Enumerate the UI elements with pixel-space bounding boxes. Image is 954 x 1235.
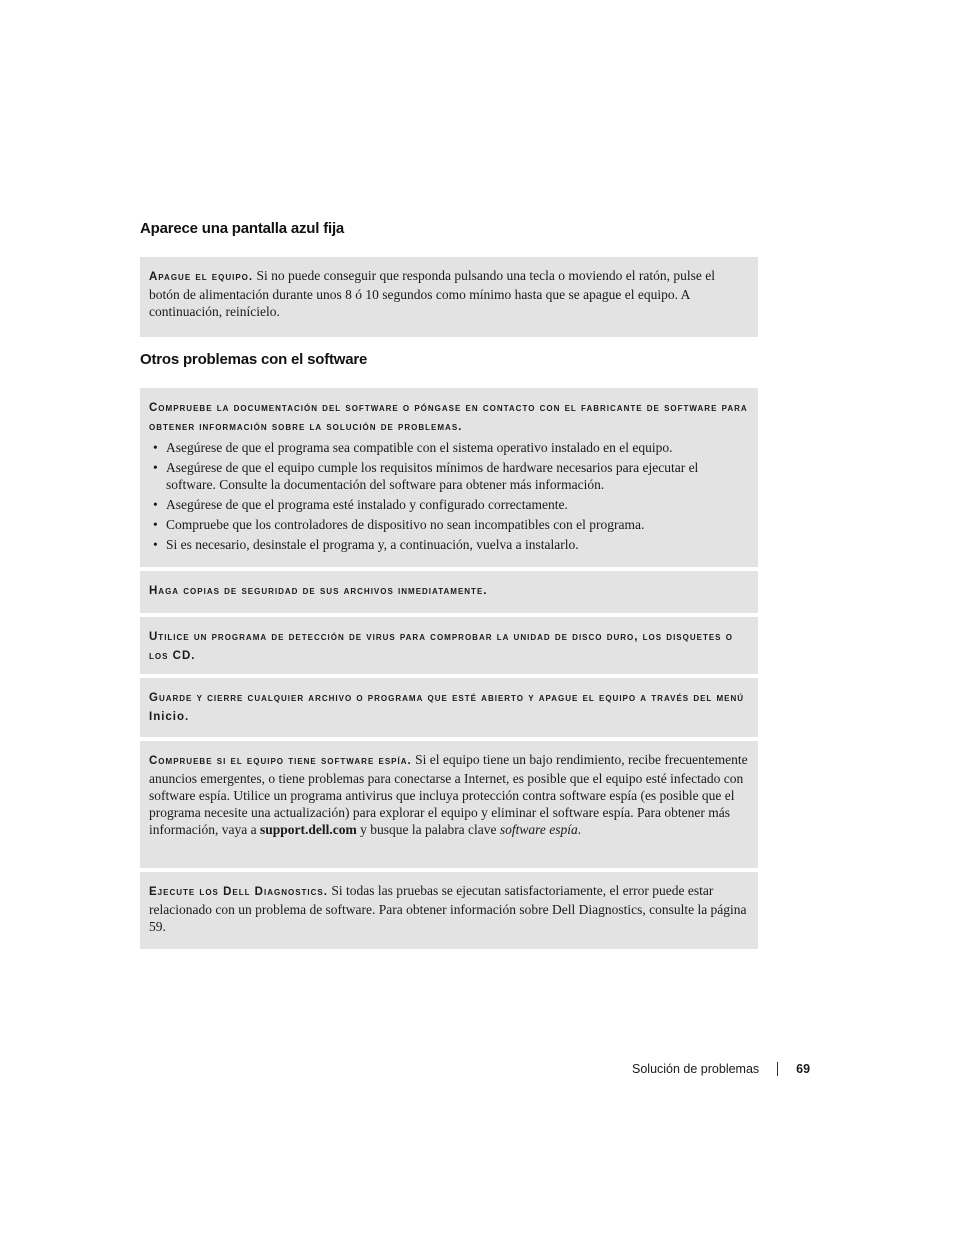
paragraph	[149, 398, 749, 436]
list-item: • Asegúrese de que el equipo cumple los requisitos mínimos de hardware necesarios para ejecutar el software. Consulte la documentación del software para obtener más información.	[153, 460, 699, 492]
lead-text: Ejecute los Dell Diagnostics.	[149, 886, 328, 898]
callout-box	[140, 257, 758, 337]
paragraph	[149, 688, 749, 726]
callout-box	[140, 678, 758, 737]
paragraph	[149, 581, 749, 600]
list-item: • Compruebe que los controladores de dispositivo no sean incompatibles con el programa.	[153, 517, 645, 532]
callout-box	[140, 617, 758, 674]
body-text: .	[577, 822, 582, 837]
list-item: • Si es necesario, desinstale el programa y, a continuación, vuelva a instalarlo.	[153, 537, 579, 552]
section-heading-blue-screen: Aparece una pantalla azul fija	[140, 220, 345, 237]
callout-box	[140, 571, 758, 613]
body-text: Si el equipo tiene un bajo rendimiento, recibe frecuentemente anuncios emergentes, o tiene problemas para conectarse a Internet, es posible que el equipo esté infectado con software espía. Utilice un programa antivirus que incluya protección contra software espía (es posible que el programa necesite una actualización) para explorar el equipo y eliminar el software espía. Para obtener más información, vaya a	[149, 752, 748, 837]
menu-name: Inicio	[149, 711, 186, 723]
lead-text: Guarde y cierre cualquier archivo o programa que esté abierto y apague el equipo a través del menú	[149, 692, 745, 704]
keyword: software espía	[499, 822, 578, 837]
lead-end: .	[185, 711, 190, 723]
body-text: Si no puede conseguir que responda pulsando una tecla o moviendo el ratón, pulse el botón de alimentación durante unos 8 ó 10 segundos como mínimo hasta que se apague el equipo. A continuación, reinícielo.	[149, 268, 715, 319]
support-link[interactable]: support.dell.com	[259, 822, 357, 837]
callout-box	[140, 872, 758, 949]
paragraph	[149, 627, 749, 665]
paragraph	[149, 751, 749, 838]
paragraph	[149, 267, 749, 320]
callout-box	[140, 741, 758, 868]
list-item: • Asegúrese de que el programa esté instalado y configurado correctamente.	[153, 497, 568, 512]
footer-divider	[777, 1062, 778, 1076]
lead-text: Utilice un programa de detección de virus para comprobar la unidad de disco duro, los disquetes o los CD.	[149, 631, 733, 662]
lead-text: Compruebe la documentación del software o póngase en contacto con el fabricante de software para obtener información sobre la solución de problemas.	[149, 402, 748, 433]
footer-section-title: Solución de problemas	[632, 1062, 760, 1076]
lead-text: Apague el equipo.	[149, 271, 254, 283]
callout-box	[140, 388, 758, 567]
bullet-list	[149, 439, 749, 553]
lead-text: Haga copias de seguridad de sus archivos inmediatamente.	[149, 585, 488, 597]
body-text: Si todas las pruebas se ejecutan satisfactoriamente, el error puede estar relacionado con un problema de software. Para obtener información sobre Dell Diagnostics, consulte la página 59.	[149, 883, 747, 934]
section-heading-other-software: Otros problemas con el software	[140, 351, 368, 368]
page-footer	[632, 1062, 810, 1076]
page-number: 69	[796, 1062, 811, 1076]
body-text: y busque la palabra clave	[356, 822, 500, 837]
lead-text: Compruebe si el equipo tiene software espía.	[149, 755, 412, 767]
paragraph	[149, 882, 749, 935]
list-item: • Asegúrese de que el programa sea compatible con el sistema operativo instalado en el equipo.	[153, 440, 673, 455]
